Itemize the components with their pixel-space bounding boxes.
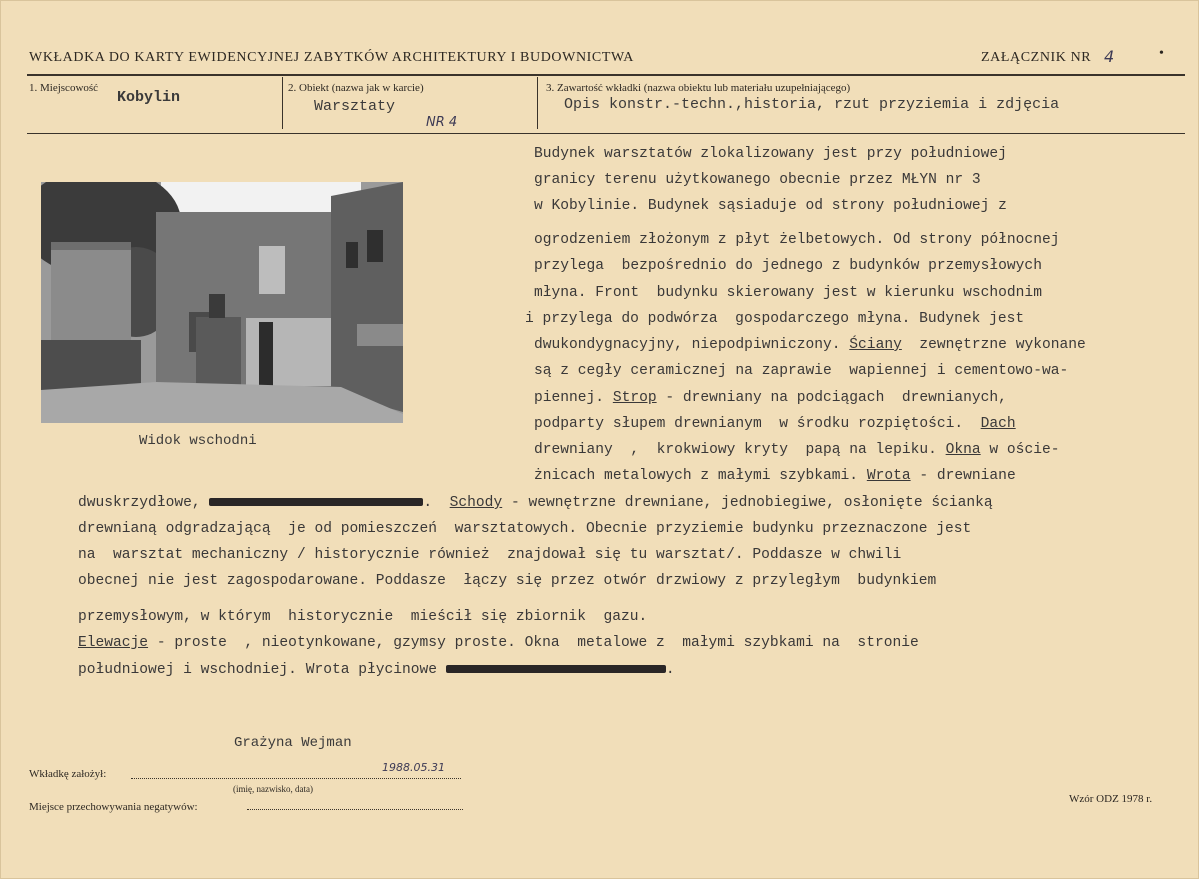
body-line (78, 662, 675, 678)
body-text: - wewnętrzne drewniane, jednobiegiwe, osłonięte ścianką (502, 495, 993, 511)
body-line: są z cegły ceramicznej na zaprawie wapiennej i cementowo-wa- (534, 363, 1069, 379)
body-line: ogrodzeniem złożonym z płyt żelbetowych. Od strony północnej (534, 232, 1060, 248)
body-text: żnicach metalowych z małymi szybkami. (534, 468, 859, 484)
field-locality-value: Kobylin (117, 89, 181, 106)
made-by-sublabel: (imię, nazwisko, data) (233, 784, 313, 794)
card-title: WKŁADKA DO KARTY EWIDENCYJNEJ ZABYTKÓW ARCHITEKTURY I BUDOWNICTWA (29, 50, 634, 65)
attachment-label: ZAŁĄCZNIK NR (981, 50, 1092, 65)
body-line: w Kobylinie. Budynek sąsiaduje od strony południowej z (534, 198, 1007, 214)
body-text: - drewniany na podciągach drewnianych, (656, 390, 1007, 406)
body-text: . (423, 495, 433, 511)
field-object-value: Warsztaty (314, 98, 396, 115)
body-text: południowej i wschodniej. Wrota płycinowe (78, 662, 438, 678)
field-contents-value: Opis konstr.-techn.,historia, rzut przyziemia i zdjęcia (564, 96, 1060, 113)
term-walls: Ściany (849, 337, 902, 353)
made-by-label: Wkładkę założył: (29, 768, 107, 780)
author-name: Grażyna Wejman (234, 735, 352, 751)
field-object-label: 2. Obiekt (nazwa jak w karcie) (288, 82, 424, 94)
body-line (534, 468, 1016, 484)
term-stairs: Schody (449, 495, 503, 511)
body-text: zewnętrzne wykonane (901, 337, 1086, 353)
body-line: młyna. Front budynku skierowany jest w kierunku wschodnim (534, 285, 1042, 301)
fields-rule (27, 133, 1185, 134)
body-text: piennej. (534, 390, 605, 406)
body-text: - proste , nieotynkowane, gzymsy proste. Okna metalowe z małymi szybkami na stronie (148, 635, 919, 651)
term-ceiling: Strop (612, 390, 657, 406)
negatives-label: Miejsce przechowywania negatywów: (29, 801, 198, 813)
made-date: 1988.05.31 (382, 761, 445, 774)
field-locality-label: 1. Miejscowość (29, 82, 99, 94)
term-windows: Okna (945, 442, 981, 458)
term-roof: Dach (980, 416, 1016, 432)
field-object-number: NR 4 (426, 115, 458, 130)
header-rule (27, 74, 1185, 76)
redaction-bar (209, 498, 423, 506)
body-line (534, 416, 1016, 432)
form-reference: Wzór ODZ 1978 r. (1069, 793, 1153, 805)
body-line: przemysłowym, w którym historycznie mieścił się zbiornik gazu. (78, 609, 648, 625)
body-line (534, 337, 1086, 353)
body-text: dwuskrzydłowe, (78, 495, 201, 511)
term-elevations: Elewacje (78, 635, 149, 651)
made-by-line (131, 778, 461, 779)
photo-caption: Widok wschodni (139, 433, 257, 449)
body-text: dwukondygnacyjny, niepodpiwniczony. (534, 337, 841, 353)
body-text: podparty słupem drewnianym w środku rozpiętości. (534, 416, 964, 432)
term-gates: Wrota (866, 468, 911, 484)
field-divider-1 (282, 77, 283, 129)
body-line: obecnej nie jest zagospodarowane. Poddasze łączy się przez otwór drzwiowy z przyległym budynkiem (78, 573, 937, 589)
body-line: na warsztat mechaniczny / historycznie również znajdował się tu warsztat/. Poddasze w chwili (78, 547, 902, 563)
body-text: . (665, 662, 675, 678)
body-line (78, 495, 993, 511)
body-line: drewnianą odgradzającą je od pomieszczeń warsztatowych. Obecnie przyziemie budynku przeznaczone jest (78, 521, 972, 537)
body-line (534, 442, 1059, 458)
body-line (534, 390, 1007, 406)
body-text: drewniany , krokwiowy kryty papą na lepiku. (534, 442, 937, 458)
attachment-number: 4 (1104, 47, 1115, 66)
negatives-line (247, 809, 463, 810)
redaction-bar (446, 665, 666, 673)
body-text: - drewniane (910, 468, 1016, 484)
body-line (78, 635, 919, 651)
body-line: granicy terenu użytkowanego obecnie przez MŁYN nr 3 (534, 172, 981, 188)
corner-mark: • (1159, 46, 1164, 61)
body-line: i przylega do podwórza gospodarczego młyna. Budynek jest (525, 311, 1025, 327)
body-line: przylega bezpośrednio do jednego z budynków przemysłowych (534, 258, 1042, 274)
field-divider-2 (537, 77, 538, 129)
field-contents-label: 3. Zawartość wkładki (nazwa obiektu lub materiału uzupełniającego) (546, 82, 851, 94)
body-text: w oście- (980, 442, 1060, 458)
building-photo (41, 182, 403, 423)
body-line: Budynek warsztatów zlokalizowany jest przy południowej (534, 146, 1007, 162)
